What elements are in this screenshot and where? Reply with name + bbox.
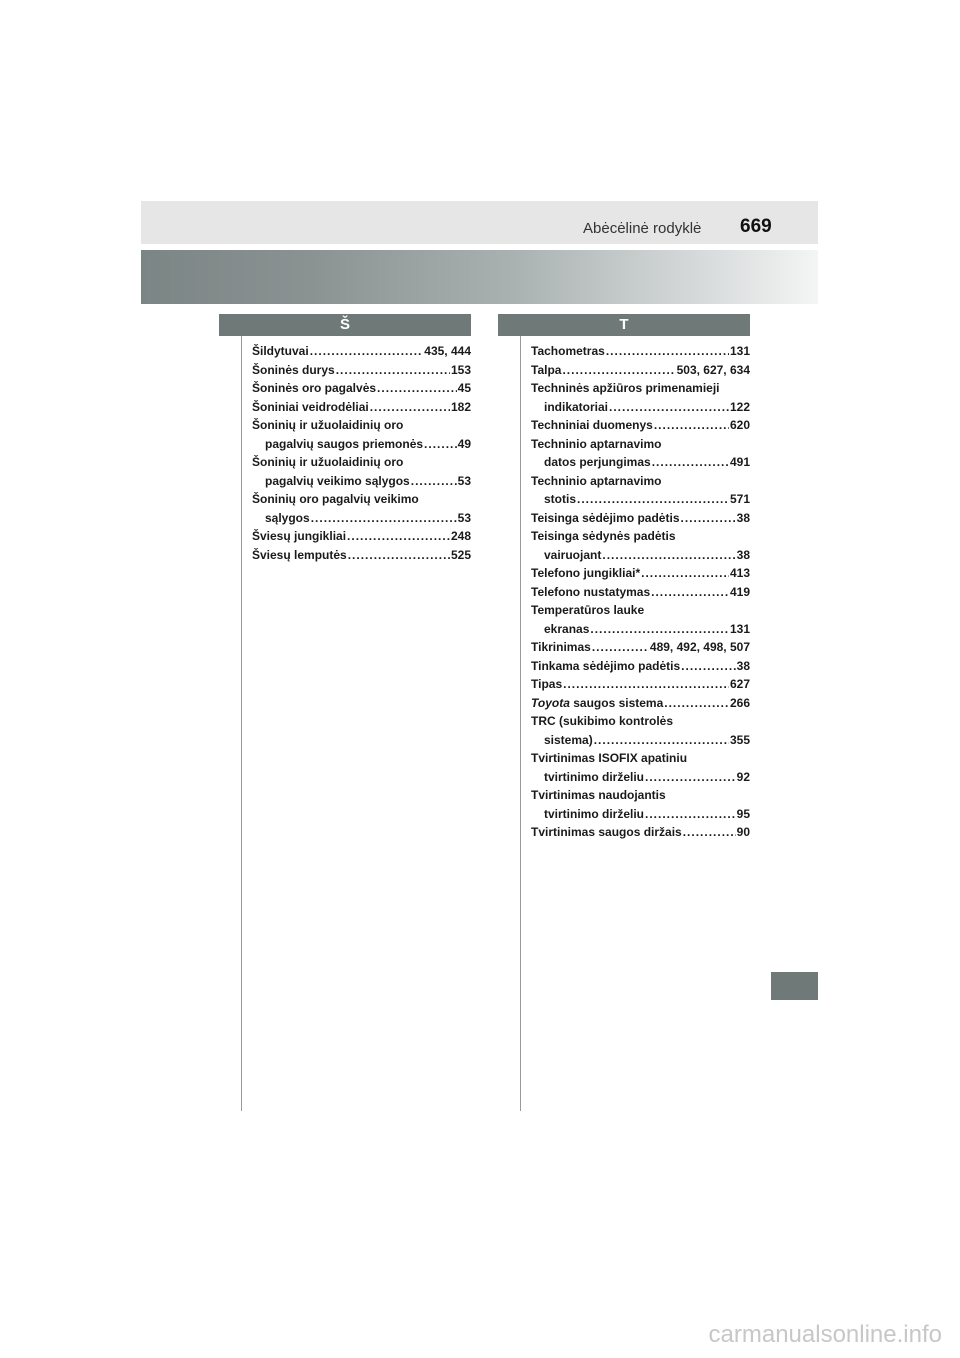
index-entry: [252, 490, 471, 527]
index-entry: [252, 379, 471, 398]
index-entry: [531, 564, 750, 583]
index-entry: [531, 786, 750, 823]
index-entry-line: [531, 694, 750, 713]
index-entry-line: [531, 768, 750, 787]
index-entry-line: [531, 509, 750, 528]
dot-leader: [411, 472, 457, 491]
index-entry-line: [531, 805, 750, 824]
dot-leader: [606, 342, 729, 361]
index-entry: [252, 453, 471, 490]
letter-heading: Š: [219, 314, 471, 336]
index-entry: [252, 361, 471, 380]
index-entry-line: [531, 490, 750, 509]
index-entry-line: [531, 786, 750, 805]
dot-leader: [370, 398, 450, 417]
dot-leader: [645, 805, 736, 824]
dot-leader: [348, 546, 450, 565]
entry-term: Šviesų jungikliai: [252, 529, 347, 543]
index-entry-line: [252, 509, 471, 528]
entry-term: pagalvių veikimo sąlygos: [265, 473, 410, 488]
entry-page-ref: 413: [729, 566, 750, 580]
index-entry: [252, 416, 471, 453]
index-entry: [531, 583, 750, 602]
dot-leader: [683, 823, 736, 842]
dot-leader: [592, 638, 649, 657]
entry-list: [531, 336, 750, 842]
entry-term: Teisinga sėdėjimo padėtis: [531, 510, 680, 525]
entry-term: Teisinga sėdynės padėtis: [531, 529, 676, 543]
entry-term: Tinkama sėdėjimo padėtis: [531, 658, 681, 673]
index-entry-line: [531, 342, 750, 361]
entry-term: Tikrinimas: [531, 640, 591, 654]
entry-page-ref: 419: [729, 584, 750, 599]
index-entry: [531, 749, 750, 786]
index-entry: [531, 416, 750, 435]
index-entry-line: [531, 583, 750, 602]
index-entry-line: [252, 361, 471, 380]
entry-page-ref: 90: [736, 825, 750, 839]
entry-page-ref: 627: [729, 677, 750, 691]
entry-term: [531, 694, 663, 713]
entry-term: Techninio aptarnavimo: [531, 473, 662, 488]
watermark: carmanualsonline.info: [708, 1321, 942, 1348]
entry-term: indikatoriai: [544, 399, 609, 414]
header-bar: [141, 201, 818, 244]
header-gradient-band: [141, 250, 818, 304]
dot-leader: [336, 361, 450, 380]
dot-leader: [645, 768, 736, 787]
dot-leader: [311, 509, 457, 528]
index-entry-line: [252, 379, 471, 398]
entry-page-ref: 248: [450, 529, 471, 543]
entry-page-ref: 122: [729, 399, 750, 414]
entry-page-ref: 503, 627, 634: [676, 362, 750, 377]
entry-page-ref: 38: [736, 510, 750, 525]
index-entry-line: [252, 472, 471, 491]
entry-page-ref: 38: [736, 547, 750, 562]
index-entry-line: [531, 435, 750, 454]
entry-term: Šoninės oro pagalvės: [252, 381, 377, 395]
entry-page-ref: 266: [729, 695, 750, 710]
dot-leader: [590, 620, 729, 639]
index-entry-line: [531, 379, 750, 398]
entry-term: Šoninių oro pagalvių veikimo: [252, 492, 419, 506]
dot-leader: [664, 694, 729, 713]
index-entry-line: [252, 435, 471, 454]
index-entry: [531, 601, 750, 638]
entry-term: Šoniniai veidrodėliai: [252, 399, 369, 414]
index-entry-line: [252, 453, 471, 472]
index-entry-line: [531, 398, 750, 417]
index-entry: [252, 398, 471, 417]
entry-page-ref: 153: [450, 362, 471, 377]
section-thumb-tab: [771, 972, 818, 1000]
entry-page-ref: 49: [457, 436, 471, 451]
entry-term: Tvirtinimas saugos diržais: [531, 825, 682, 839]
entry-page-ref: 435, 444: [424, 344, 471, 358]
entry-term: Tvirtinimas ISOFIX apatiniu: [531, 751, 688, 765]
entry-term: Šoninės durys: [252, 362, 335, 377]
entry-page-ref: 525: [450, 547, 471, 562]
entry-page-ref: 355: [729, 732, 750, 747]
index-entry-line: [531, 638, 750, 657]
entry-term: TRC (sukibimo kontrolės: [531, 714, 674, 728]
entry-term: datos perjungimas: [544, 455, 651, 469]
entry-term: Tipas: [531, 677, 563, 691]
entry-term-italic: Toyota: [531, 695, 570, 710]
index-entry-line: [531, 527, 750, 546]
entry-page-ref: 489, 492, 498, 507: [649, 640, 750, 654]
entry-term: Tvirtinimas naudojantis: [531, 788, 666, 802]
entry-term: tvirtinimo dirželiu: [544, 769, 645, 784]
entry-term: stotis: [544, 492, 577, 506]
letter-heading: T: [498, 314, 750, 336]
index-entry: [531, 527, 750, 564]
entry-term: Šoninių ir užuolaidinių oro: [252, 455, 404, 469]
index-entry-line: [252, 546, 471, 565]
entry-term: Šviesų lemputės: [252, 547, 347, 562]
entry-page-ref: 38: [736, 658, 750, 673]
dot-leader: [651, 583, 729, 602]
index-entry-line: [531, 472, 750, 491]
entry-term: vairuojant: [544, 547, 602, 562]
running-header-title: Abėcėlinė rodyklė: [583, 220, 702, 237]
entry-page-ref: 131: [729, 344, 750, 358]
dot-leader: [652, 453, 729, 472]
dot-leader: [681, 657, 735, 676]
index-entry-line: [252, 416, 471, 435]
index-entry-line: [531, 749, 750, 768]
entry-page-ref: 92: [736, 769, 750, 784]
entry-list: [252, 336, 471, 564]
index-entry-line: [531, 657, 750, 676]
entry-page-ref: 571: [729, 492, 750, 506]
page-number: 669: [740, 216, 772, 237]
dot-leader: [609, 398, 729, 417]
index-entry-line: [252, 398, 471, 417]
index-entry: [252, 546, 471, 565]
entry-term: sistema): [544, 732, 593, 747]
index-column-s: [219, 314, 471, 564]
index-entry: [531, 509, 750, 528]
dot-leader: [641, 564, 729, 583]
index-entry-line: [531, 416, 750, 435]
dot-leader: [377, 379, 457, 398]
index-entry: [531, 472, 750, 509]
index-entry-line: [252, 342, 471, 361]
entry-term: sąlygos: [265, 510, 310, 525]
entry-term: pagalvių saugos priemonės: [265, 436, 424, 451]
index-entry-line: [531, 675, 750, 694]
index-entry: [531, 823, 750, 842]
entry-term: Techninio aptarnavimo: [531, 436, 662, 451]
dot-leader: [654, 416, 729, 435]
entry-term: Telefono nustatymas: [531, 584, 651, 599]
entry-term-rest: saugos sistema: [569, 695, 664, 710]
entry-term: tvirtinimo dirželiu: [544, 806, 645, 821]
dot-leader: [602, 546, 735, 565]
entry-page-ref: 45: [457, 381, 471, 395]
entry-term: Tachometras: [531, 344, 605, 358]
entry-term: Temperatūros lauke: [531, 603, 645, 617]
entry-term: Talpa: [531, 362, 562, 377]
index-entry-line: [252, 490, 471, 509]
index-entry: [531, 712, 750, 749]
index-entry-line: [531, 712, 750, 731]
dot-leader: [563, 675, 729, 694]
entry-page-ref: 53: [457, 473, 471, 488]
entry-page-ref: 491: [729, 455, 750, 469]
dot-leader: [594, 731, 729, 750]
index-entry: [531, 694, 750, 713]
index-entry-line: [531, 564, 750, 583]
entry-term: Telefono jungikliai*: [531, 566, 641, 580]
index-entry: [531, 675, 750, 694]
index-entry-line: [531, 361, 750, 380]
index-entry-line: [531, 823, 750, 842]
index-entry: [531, 435, 750, 472]
index-entry-line: [531, 731, 750, 750]
index-entry-line: [531, 453, 750, 472]
index-entry-line: [531, 620, 750, 639]
index-entry-line: [252, 527, 471, 546]
entry-page-ref: 53: [457, 510, 471, 525]
entry-term: ekranas: [544, 621, 590, 636]
index-column-t: [498, 314, 750, 842]
dot-leader: [577, 490, 729, 509]
dot-leader: [347, 527, 450, 546]
index-entry-line: [531, 601, 750, 620]
entry-page-ref: 182: [450, 399, 471, 414]
dot-leader: [424, 435, 457, 454]
entry-term: Techniniai duomenys: [531, 418, 653, 432]
index-entry: [531, 361, 750, 380]
index-entry: [531, 379, 750, 416]
dot-leader: [681, 509, 736, 528]
index-entry: [531, 638, 750, 657]
index-entry-line: [531, 546, 750, 565]
index-entry: [531, 342, 750, 361]
entry-page-ref: 620: [729, 418, 750, 432]
entry-term: Techninės apžiūros primenamieji: [531, 381, 720, 395]
index-entry: [252, 527, 471, 546]
dot-leader: [562, 361, 675, 380]
entry-term: Šoninių ir užuolaidinių oro: [252, 418, 404, 432]
index-entry: [531, 657, 750, 676]
dot-leader: [310, 342, 424, 361]
index-entry: [252, 342, 471, 361]
entry-term: Šildytuvai: [252, 344, 309, 358]
entry-page-ref: 95: [736, 806, 750, 821]
entry-page-ref: 131: [729, 621, 750, 636]
